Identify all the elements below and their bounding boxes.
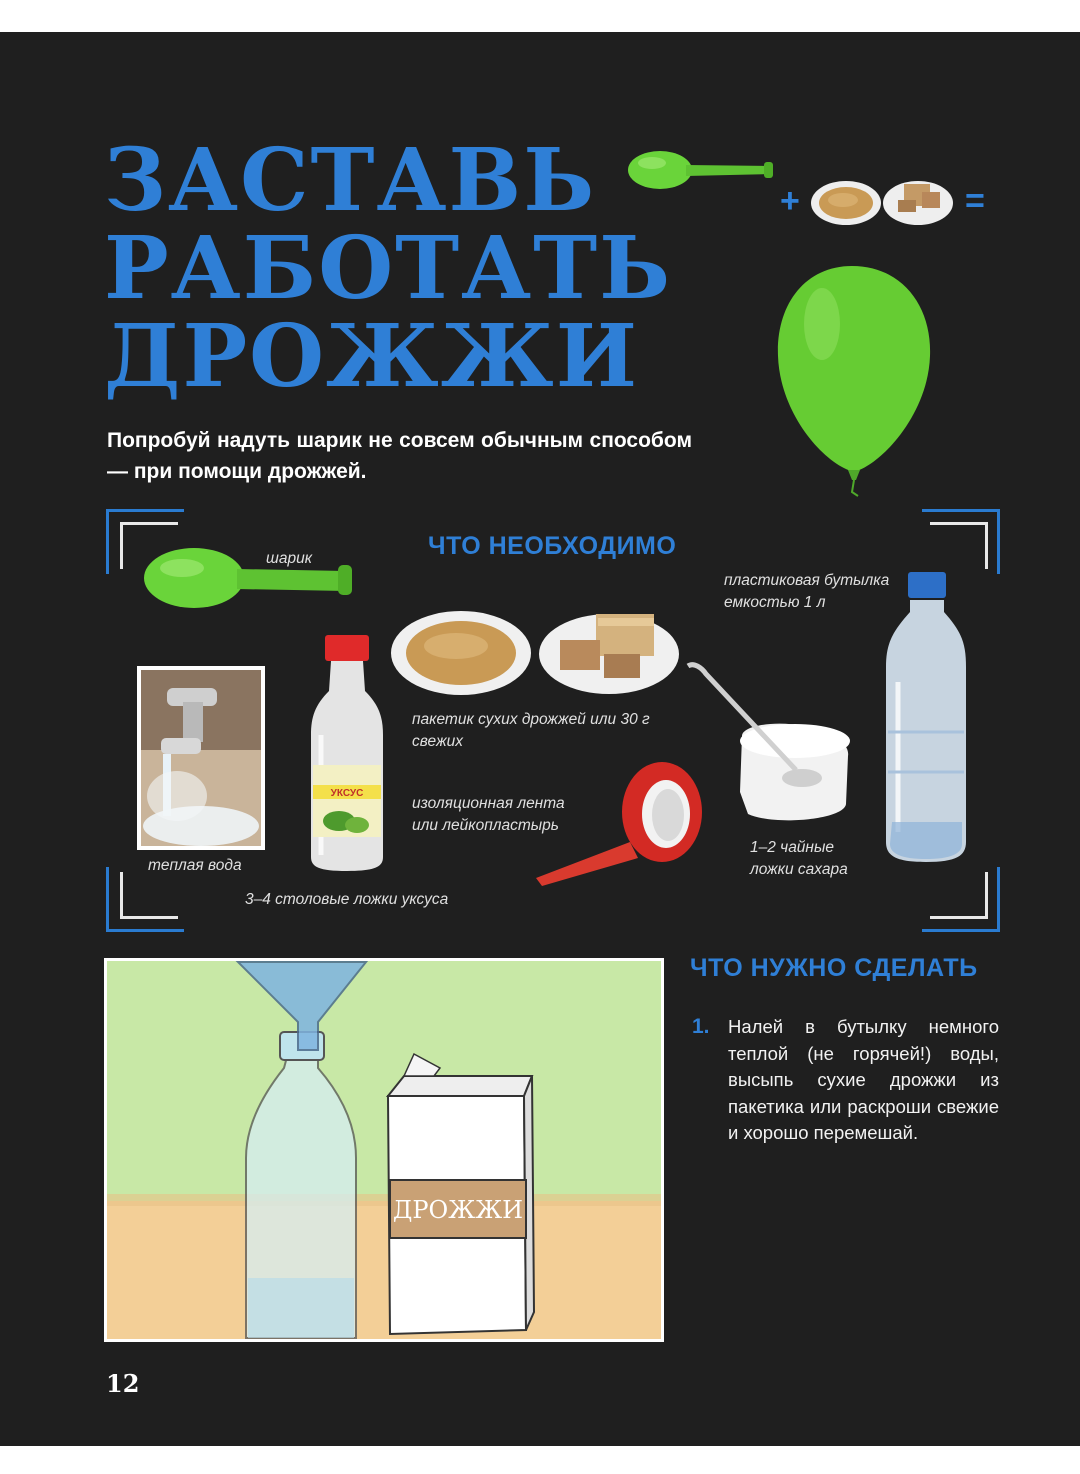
dry-yeast-plate-image [390,610,532,696]
tape-caption-line-2: или лейкопластырь [412,817,559,834]
vinegar-bottle-image [309,635,385,873]
yeast-caption [412,709,650,753]
step-illustration [104,958,664,1342]
equals-sign: = [965,182,985,220]
tape-caption-line-1: изоляционная лента [412,795,565,812]
yeast-box-label: ДРОЖЖИ [392,1196,524,1224]
page-number: 12 [106,1369,140,1398]
deflated-balloon-small-image [626,142,776,202]
sugar-caption-line-1: 1–2 чайные [750,839,834,856]
sugar-caption-line-2: ложки сахара [750,861,848,878]
page-title [104,130,673,407]
bottle-caption [724,570,889,614]
step-1-text: Налей в бутылку немного теплой (не горячей!) воды, высыпь сухие дрожжи из пакетика или раскроши свежие и хорошо перемешай. [728,1016,999,1143]
sugar-caption [750,837,848,881]
warm-water-caption: теплая вода [148,857,242,874]
bottle-caption-line-2: емкостью 1 л [724,594,826,611]
warm-water-faucet-photo [137,666,265,850]
step-1 [692,1014,999,1147]
yeast-plate-small-image [882,178,954,226]
fresh-yeast-plate-image [538,604,680,696]
inflated-balloon-image [772,264,942,504]
sugar-plate-small-image [810,180,882,226]
plastic-bottle-image [884,572,968,864]
title-line-1: ЗАСТАВЬ [104,130,597,231]
vinegar-caption: 3–4 столовые ложки уксуса [245,891,449,908]
frame-corner-bottom-left-inner [120,872,178,919]
book-page [0,32,1080,1446]
materials-heading: ЧТО НЕОБХОДИМО [428,532,677,560]
step-1-number: 1. [692,1015,710,1038]
frame-corner-bottom-right-inner [930,872,988,919]
title-line-2: РАБОТАТЬ [104,218,673,319]
intro-text: Попробуй надуть шарик не совсем обычным способом — при помощи дрожжей. [107,429,692,483]
balloon-caption: шарик [266,550,313,567]
sugar-bowl-image [684,664,850,826]
yeast-caption-line-1: пакетик сухих дрожжей или 30 г [412,711,650,728]
title-line-3: ДРОЖЖИ [104,306,639,407]
frame-corner-top-right-inner [930,522,988,569]
vinegar-label-text: УКСУС [330,788,364,799]
deflated-balloon-image [142,545,356,615]
bottle-caption-line-1: пластиковая бутылка [724,572,890,589]
plus-sign: + [780,182,800,220]
yeast-caption-line-2: свежих [412,733,463,750]
steps-heading: ЧТО НУЖНО СДЕЛАТЬ [690,954,978,982]
